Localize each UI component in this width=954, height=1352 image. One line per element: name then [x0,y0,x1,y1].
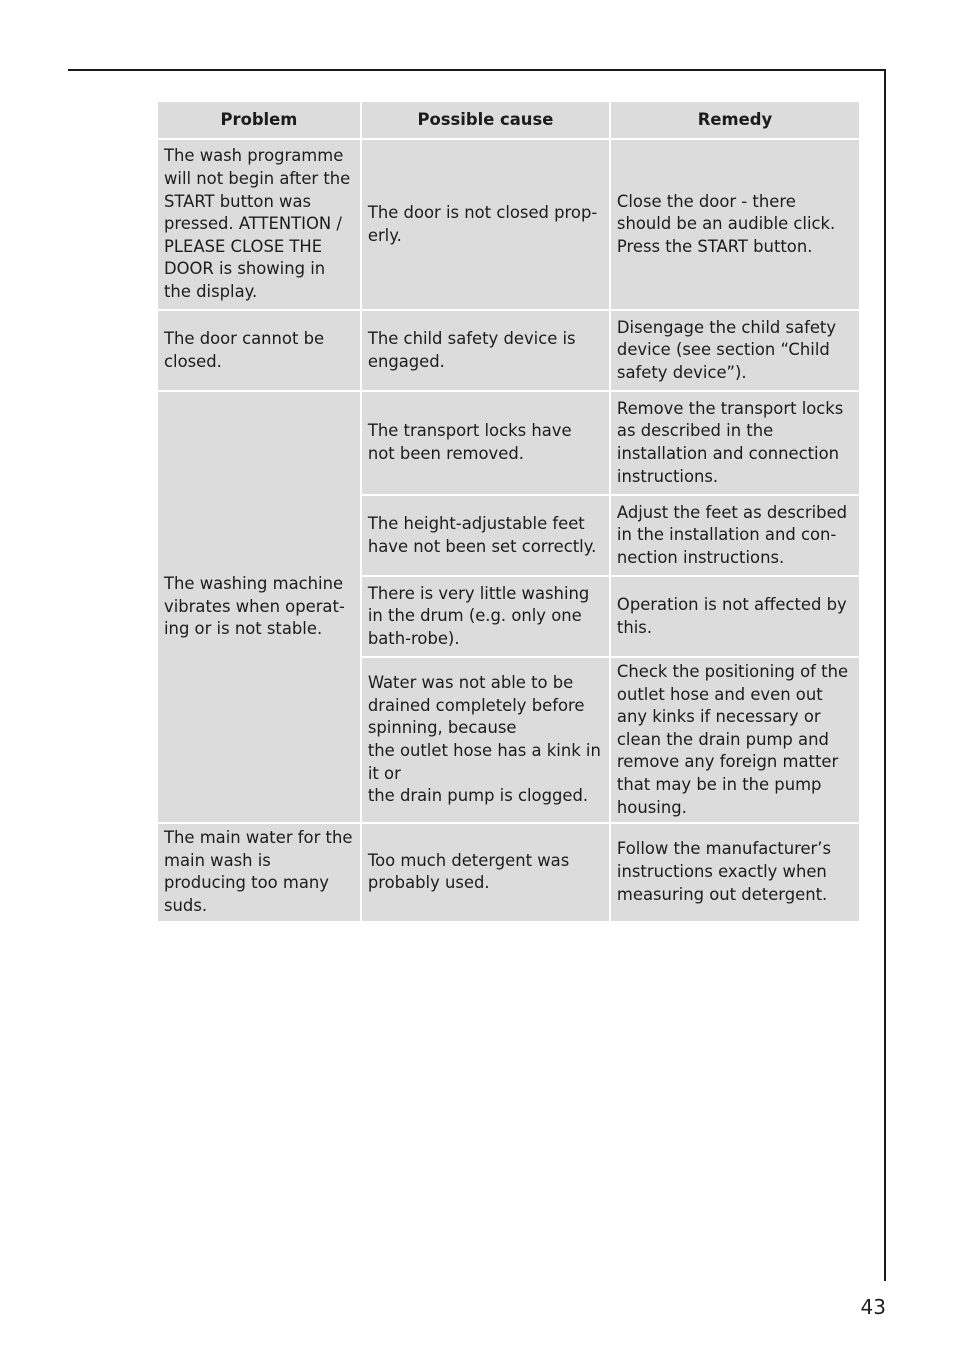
cause-cell: The height-adjustable feet have not been set correctly. [362,496,609,575]
header-remedy: Remedy [611,102,859,138]
problem-cell: The door cannot be closed. [158,311,360,390]
troubleshooting-table [156,100,861,923]
page-number: 43 [860,1295,886,1319]
cause-cell: Water was not able to be drained completely before spinning, because the outlet hose has a kink in it or the drain pump is clogged. [362,658,609,822]
problem-cell: The washing machine vibrates when operat-ing or is not stable. [158,392,360,822]
table-header-row [158,102,859,138]
cause-cell: The transport locks have not been removed. [362,392,609,494]
table-row [158,392,859,494]
table-row [158,140,859,309]
header-possible-cause: Possible cause [362,102,609,138]
remedy-cell: Remove the transport locks as described in the installation and connection instructions. [611,392,859,494]
remedy-cell: Operation is not affected by this. [611,577,859,656]
problem-cell: The wash programme will not begin after the START button was pressed. ATTENTION / PLEASE CLOSE THE DOOR is showing in the display. [158,140,360,309]
cause-cell: The child safety device is engaged. [362,311,609,390]
header-problem: Problem [158,102,360,138]
remedy-cell: Disengage the child safety device (see section “Child safety device”). [611,311,859,390]
problem-cell: The main water for the main wash is producing too many suds. [158,824,360,920]
remedy-cell: Close the door - there should be an audible click. Press the START button. [611,140,859,309]
top-rule [68,69,886,71]
cause-cell: There is very little washing in the drum (e.g. only one bath-robe). [362,577,609,656]
table-row [158,824,859,920]
right-rule [884,69,886,1281]
table-row [158,311,859,390]
remedy-cell: Adjust the feet as described in the installation and con-nection instructions. [611,496,859,575]
cause-cell: Too much detergent was probably used. [362,824,609,920]
remedy-cell: Follow the manufacturer’s instructions exactly when measuring out detergent. [611,824,859,920]
cause-cell: The door is not closed prop-erly. [362,140,609,309]
remedy-cell: Check the positioning of the outlet hose and even out any kinks if necessary or clean the drain pump and remove any foreign matter that may be in the pump housing. [611,658,859,822]
